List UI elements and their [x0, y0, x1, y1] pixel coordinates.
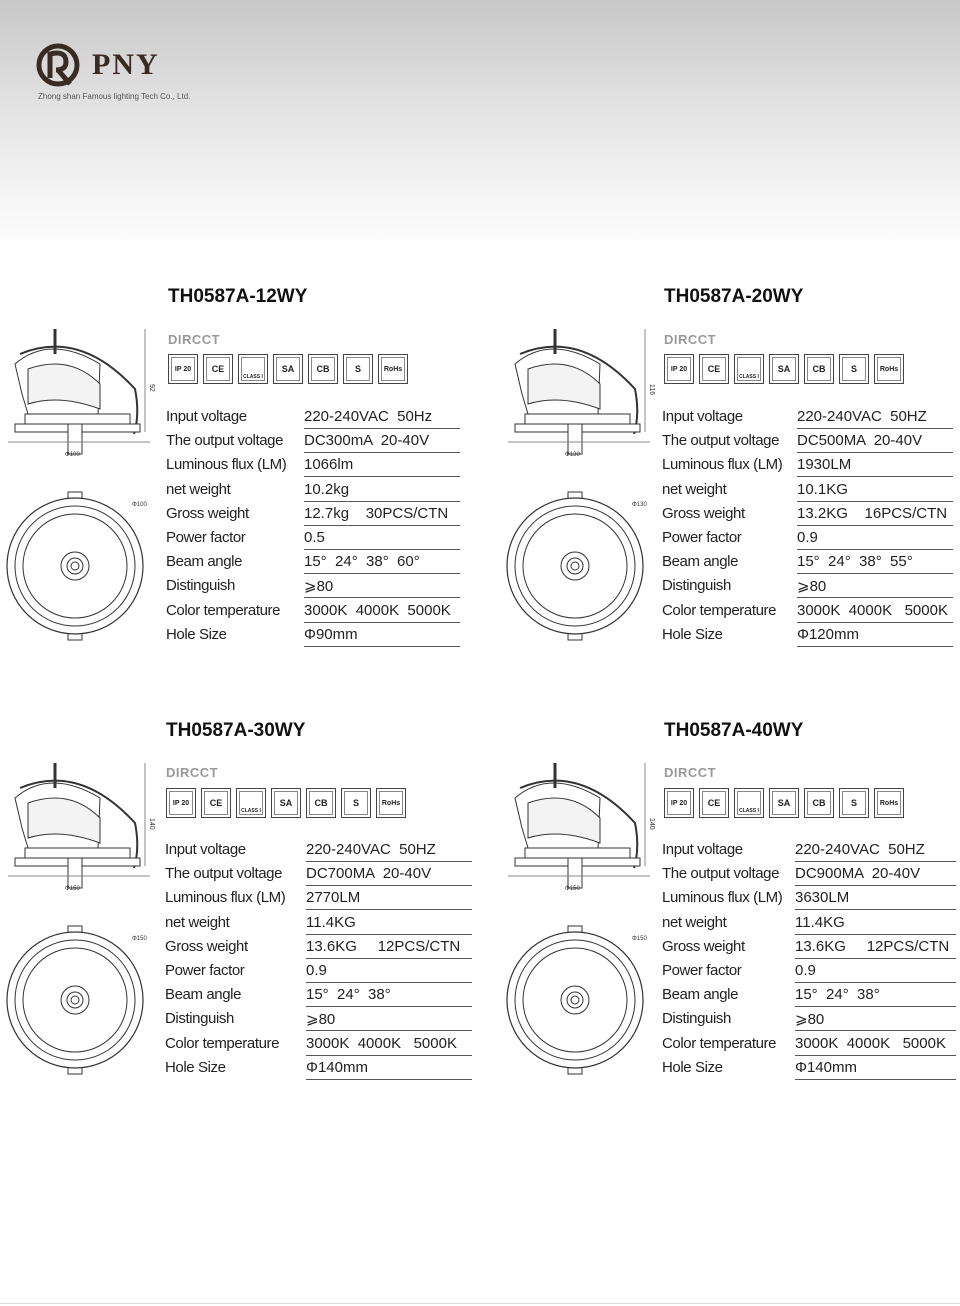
spec-label: Luminous flux (LM): [662, 456, 783, 474]
cert-label: S: [344, 791, 368, 815]
product-model: TH0587A-20WY: [664, 286, 804, 307]
spec-label: Color temperature: [662, 601, 777, 619]
spec-label: net weight: [662, 913, 727, 931]
ce-icon: [699, 354, 729, 384]
fixture-drawing: [500, 324, 660, 669]
front-outer-ring: [7, 932, 143, 1068]
spec-label: Distinguish: [662, 1010, 731, 1028]
cert-label: IP 20: [667, 357, 691, 381]
section-label: DIRCCT: [664, 332, 717, 347]
spec-label: The output voltage: [662, 865, 780, 883]
footer-divider: [0, 1303, 960, 1304]
spec-value: Φ140mm: [306, 1059, 472, 1080]
dim-height-label: 140: [648, 818, 655, 830]
spec-value: 3000K 4000K 5000K: [797, 602, 953, 623]
cert-label: RoHs: [381, 357, 405, 381]
product-model: TH0587A-40WY: [664, 720, 804, 741]
rohs-icon: [378, 354, 408, 384]
spec-value: 0.9: [306, 962, 472, 983]
side-clip: [568, 424, 582, 454]
dim-diameter-label: Φ150: [632, 936, 647, 942]
cert-label: S: [842, 357, 866, 381]
spec-label: Input voltage: [166, 408, 247, 425]
ip20-icon: [168, 354, 198, 384]
spec-value: 3630LM: [795, 889, 956, 910]
spec-label: Luminous flux (LM): [165, 889, 286, 907]
side-trim: [25, 414, 130, 424]
spec-label: Distinguish: [662, 577, 731, 595]
fixture-drawing-svg: [500, 324, 660, 664]
dim-height-label: 140: [148, 818, 155, 830]
dim-diameter-label: Φ130: [632, 502, 647, 508]
spec-value: Φ140mm: [795, 1059, 956, 1080]
spec-value: 1930LM: [797, 456, 953, 477]
spec-value: Φ90mm: [304, 626, 460, 647]
spec-value: 0.9: [795, 962, 956, 983]
cert-label: RoHs: [379, 791, 403, 815]
spec-label: Input voltage: [662, 841, 743, 858]
side-clip: [68, 424, 82, 454]
cert-label: CE: [702, 791, 726, 815]
front-outer-ring: [507, 498, 643, 634]
cert-label: SA: [276, 357, 300, 381]
spec-value: 15° 24° 38°: [306, 986, 472, 1007]
ip20-icon: [664, 788, 694, 818]
spec-value: 15° 24° 38° 55°: [797, 553, 953, 574]
cert-label: CLASS I: [737, 357, 761, 381]
spec-label: Luminous flux (LM): [662, 889, 783, 907]
spec-value: DC700MA 20-40V: [306, 865, 472, 886]
spec-label: Power factor: [165, 961, 245, 979]
spec-value: 12.7kg 30PCS/CTN: [304, 505, 460, 526]
spec-label: The output voltage: [166, 432, 284, 450]
spec-value: ⩾80: [304, 577, 460, 598]
spec-value: 11.4KG: [795, 914, 956, 935]
header-banner: [0, 0, 960, 250]
cert-label: CE: [206, 357, 230, 381]
spec-value: 10.2kg: [304, 481, 460, 502]
spec-label: Hole Size: [166, 625, 227, 643]
spec-value: 220-240VAC 50Hz: [304, 408, 460, 429]
cert-row: [664, 788, 904, 818]
product-card: [480, 280, 960, 670]
product-model: TH0587A-30WY: [166, 720, 306, 741]
spec-label: Gross weight: [662, 504, 745, 522]
spec-label: net weight: [166, 480, 231, 498]
side-trim: [525, 414, 630, 424]
spec-value: 13.6KG 12PCS/CTN: [306, 938, 472, 959]
section-label: DIRCCT: [664, 765, 717, 780]
class1-icon: [734, 788, 764, 818]
class1-icon: [238, 354, 268, 384]
fixture-drawing-svg: [0, 758, 160, 1098]
cert-row: [664, 354, 904, 384]
cert-label: CE: [204, 791, 228, 815]
spec-value: Φ120mm: [797, 626, 953, 647]
fixture-drawing-svg: [0, 324, 160, 664]
spec-label: Luminous flux (LM): [166, 456, 287, 474]
ce-icon: [699, 788, 729, 818]
cert-label: CLASS I: [241, 357, 265, 381]
side-clip: [68, 858, 82, 888]
cert-row: [166, 788, 406, 818]
spec-label: Color temperature: [165, 1034, 280, 1052]
spec-value: ⩾80: [306, 1010, 472, 1031]
dim-height-label: 92: [148, 384, 155, 392]
cert-label: CLASS I: [239, 791, 263, 815]
spec-value: 13.2KG 16PCS/CTN: [797, 505, 953, 526]
rohs-icon: [874, 354, 904, 384]
spec-label: Beam angle: [662, 553, 739, 571]
spec-label: Power factor: [662, 528, 742, 546]
spec-label: Color temperature: [166, 601, 281, 619]
spec-value: 1066lm: [304, 456, 460, 477]
safety-icon: [839, 354, 869, 384]
front-outer-ring: [507, 932, 643, 1068]
spec-value: ⩾80: [795, 1010, 956, 1031]
dim-width-label: Φ150: [65, 886, 80, 892]
cert-label: S: [346, 357, 370, 381]
spec-value: 0.9: [797, 529, 953, 550]
cert-label: CB: [807, 357, 831, 381]
product-model: TH0587A-12WY: [168, 286, 308, 307]
spec-label: Power factor: [662, 961, 742, 979]
spec-value: 15° 24° 38° 60°: [304, 553, 460, 574]
spec-label: Distinguish: [165, 1010, 234, 1028]
cert-label: CLASS I: [737, 791, 761, 815]
ip20-icon: [664, 354, 694, 384]
spec-value: DC900MA 20-40V: [795, 865, 956, 886]
csa-icon: [271, 788, 301, 818]
spec-value: 10.1KG: [797, 481, 953, 502]
spec-value: 0.5: [304, 529, 460, 550]
cert-label: SA: [772, 357, 796, 381]
front-outer-ring: [7, 498, 143, 634]
cert-label: RoHs: [877, 791, 901, 815]
spec-label: Input voltage: [662, 408, 743, 425]
product-card: [480, 714, 960, 1104]
spec-value: 3000K 4000K 5000K: [306, 1035, 472, 1056]
ce-icon: [201, 788, 231, 818]
cb-icon: [306, 788, 336, 818]
product-card: [0, 280, 480, 670]
spec-label: Beam angle: [165, 986, 242, 1004]
spec-label: Color temperature: [662, 1034, 777, 1052]
csa-icon: [769, 788, 799, 818]
spec-label: Hole Size: [662, 1058, 723, 1076]
spec-value: 3000K 4000K 5000K: [795, 1035, 956, 1056]
side-trim: [25, 848, 130, 858]
spec-label: The output voltage: [662, 432, 780, 450]
spec-label: net weight: [165, 913, 230, 931]
spec-value: ⩾80: [797, 577, 953, 598]
spec-label: Gross weight: [662, 937, 745, 955]
dim-width-label: Φ100: [65, 452, 80, 458]
section-label: DIRCCT: [168, 332, 221, 347]
product-card: [0, 714, 480, 1104]
spec-value: 220-240VAC 50HZ: [795, 841, 956, 862]
dim-width-label: Φ150: [565, 886, 580, 892]
cert-label: SA: [772, 791, 796, 815]
spec-label: Hole Size: [662, 625, 723, 643]
cert-label: IP 20: [169, 791, 193, 815]
fixture-drawing: [0, 324, 160, 669]
spec-value: 13.6KG 12PCS/CTN: [795, 938, 956, 959]
class1-icon: [236, 788, 266, 818]
cert-label: IP 20: [171, 357, 195, 381]
cert-row: [168, 354, 408, 384]
dim-width-label: Φ130: [565, 452, 580, 458]
spec-value: DC500MA 20-40V: [797, 432, 953, 453]
cb-icon: [308, 354, 338, 384]
cert-label: CB: [309, 791, 333, 815]
cert-label: RoHs: [877, 357, 901, 381]
spec-value: 15° 24° 38°: [795, 986, 956, 1007]
cert-label: SA: [274, 791, 298, 815]
dim-diameter-label: Φ100: [132, 502, 147, 508]
spec-label: Beam angle: [662, 986, 739, 1004]
cert-label: CB: [807, 791, 831, 815]
side-trim: [525, 848, 630, 858]
spec-value: 220-240VAC 50HZ: [306, 841, 472, 862]
csa-icon: [273, 354, 303, 384]
cert-label: S: [842, 791, 866, 815]
csa-icon: [769, 354, 799, 384]
safety-icon: [343, 354, 373, 384]
pny-logo-icon: [36, 40, 86, 90]
ip20-icon: [166, 788, 196, 818]
fixture-drawing-svg: [500, 758, 660, 1098]
fixture-drawing: [0, 758, 160, 1103]
spec-value: 3000K 4000K 5000K: [304, 602, 460, 623]
class1-icon: [734, 354, 764, 384]
cert-label: CB: [311, 357, 335, 381]
fixture-drawing: [500, 758, 660, 1103]
safety-icon: [839, 788, 869, 818]
spec-value: 11.4KG: [306, 914, 472, 935]
spec-label: Distinguish: [166, 577, 235, 595]
spec-label: Gross weight: [165, 937, 248, 955]
safety-icon: [341, 788, 371, 818]
spec-label: Gross weight: [166, 504, 249, 522]
spec-value: DC300mA 20-40V: [304, 432, 460, 453]
spec-value: 220-240VAC 50HZ: [797, 408, 953, 429]
rohs-icon: [376, 788, 406, 818]
dim-diameter-label: Φ150: [132, 936, 147, 942]
spec-value: 2770LM: [306, 889, 472, 910]
spec-label: Beam angle: [166, 553, 243, 571]
spec-label: The output voltage: [165, 865, 283, 883]
brand-name: PNY: [92, 48, 160, 81]
cert-label: CE: [702, 357, 726, 381]
cb-icon: [804, 354, 834, 384]
ce-icon: [203, 354, 233, 384]
cert-label: IP 20: [667, 791, 691, 815]
spec-label: Hole Size: [165, 1058, 226, 1076]
rohs-icon: [874, 788, 904, 818]
brand-subtitle: Zhong shan Famous lighting Tech Co., Ltd.: [38, 92, 191, 101]
cb-icon: [804, 788, 834, 818]
spec-label: net weight: [662, 480, 727, 498]
spec-label: Input voltage: [165, 841, 246, 858]
dim-height-label: 116: [648, 384, 655, 396]
side-clip: [568, 858, 582, 888]
section-label: DIRCCT: [166, 765, 219, 780]
spec-label: Power factor: [166, 528, 246, 546]
